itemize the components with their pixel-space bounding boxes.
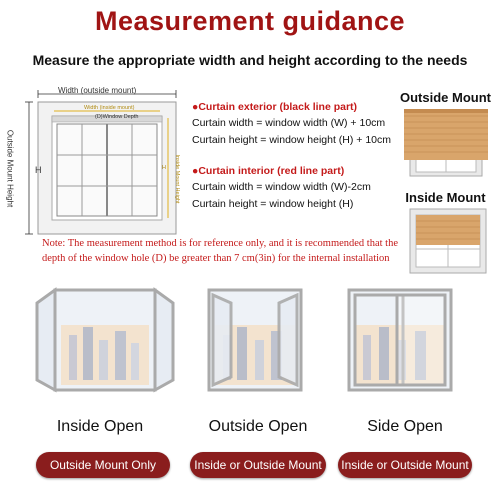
outside-mount-image <box>402 108 490 178</box>
exterior-width-formula: Curtain width = window width (W) + 10cm <box>192 117 386 129</box>
height-outside-label: Outside Mount Height <box>5 129 15 208</box>
outside-mount-label: Outside Mount <box>400 90 491 105</box>
interior-width-formula: Curtain width = window width (W)-2cm <box>192 181 371 193</box>
height-marker-right: H <box>162 165 166 171</box>
interior-height-formula: Curtain height = window height (H) <box>192 198 354 210</box>
side-open-window-image <box>345 285 455 395</box>
page-subtitle: Measure the appropriate width and height according to the needs <box>32 52 468 68</box>
page-title: Measurement guidance <box>94 6 406 36</box>
interior-heading: ●Curtain interior (red line part) <box>192 165 345 177</box>
inside-or-outside-mount-badge: Inside or Outside Mount <box>338 452 472 478</box>
inside-mount-label: Inside Mount <box>405 190 486 205</box>
height-inside-label: Inside Mount Height <box>174 154 180 204</box>
exterior-height-formula: Curtain height = window height (H) + 10cm <box>192 134 392 146</box>
outside-open-window-image <box>205 285 305 395</box>
inside-open-window-image <box>35 285 175 395</box>
inside-open-label: Inside Open <box>56 418 144 435</box>
width-outside-label: Width (outside mount) <box>58 86 137 95</box>
side-open-label: Side Open <box>367 418 443 435</box>
window-measurement-diagram <box>10 80 185 240</box>
depth-label: (D)Window Depth <box>95 114 139 120</box>
inside-mount-image <box>408 207 488 275</box>
measurement-note: Note: The measurement method is for reference only, and it is recommended that the depth of the window hole (D) be greater than 7 cm(3in) for the internal installation <box>42 238 399 264</box>
width-inside-label: Width (inside mount) <box>84 105 135 111</box>
exterior-heading: ●Curtain exterior (black line part) <box>192 101 358 113</box>
height-marker-left: H <box>35 165 42 175</box>
outside-open-label: Outside Open <box>208 418 308 435</box>
outside-mount-only-badge: Outside Mount Only <box>36 452 170 478</box>
inside-or-outside-mount-badge: Inside or Outside Mount <box>190 452 326 478</box>
